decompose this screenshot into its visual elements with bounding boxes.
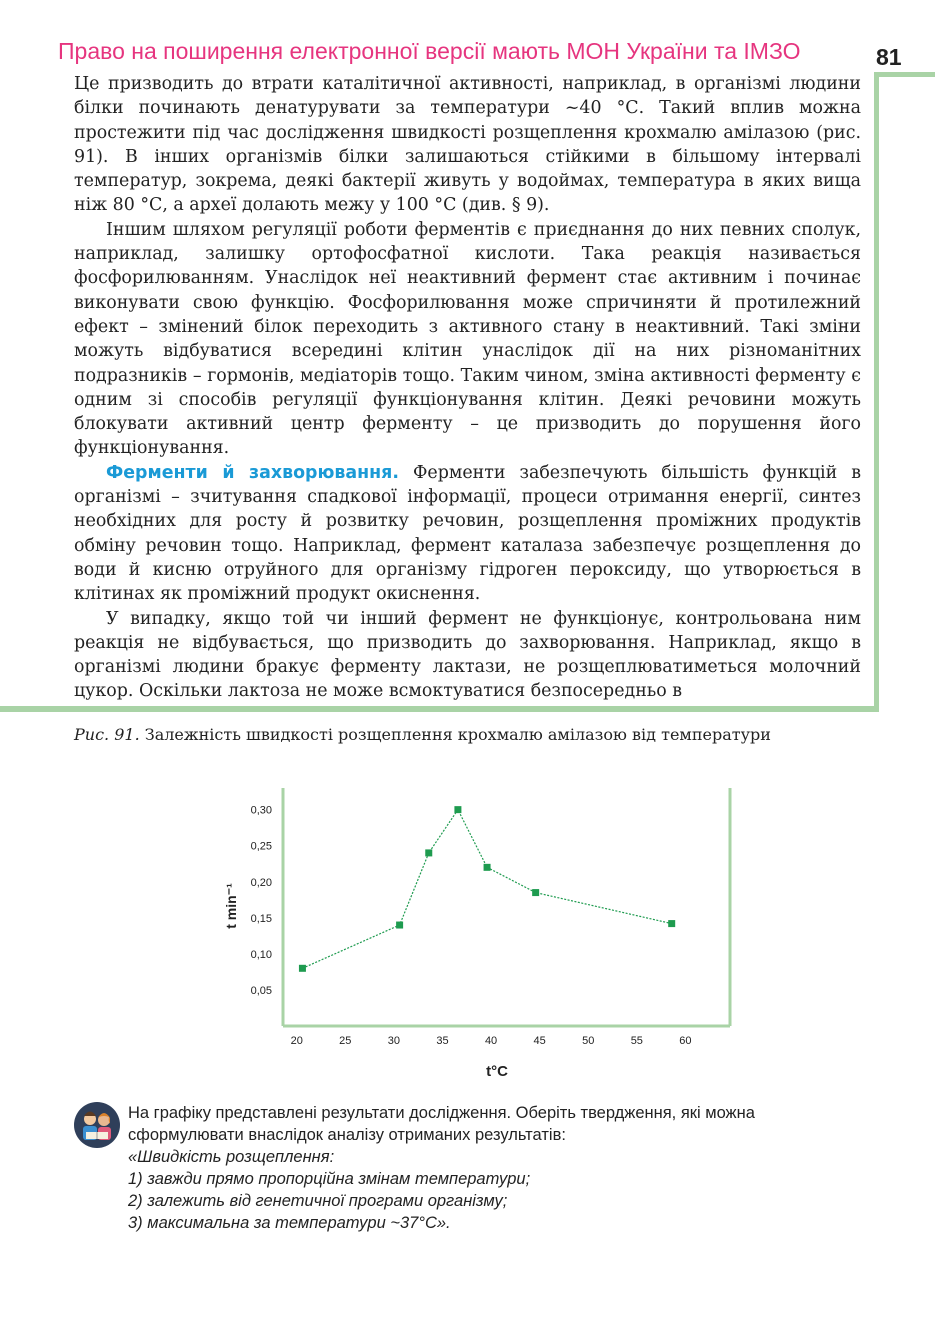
series-path — [302, 810, 671, 969]
paragraph-2: Іншим шляхом регуляції роботи ферментів є приєднання до них певних сполук, наприклад, залишку ортофосфатної кислоти. Така реакція називається фосфорилюванням. Унаслідок неї неактивний фермент стає активним і починає виконувати свою функцію. Фосфорилювання може спричиняти й протилежний ефект – змінений білок переходить з активного стану в неактивний. Такі зміни можуть відбуватися всередині клітин унаслідок дії на них різноманітних подразників – гормонів, медіаторів тощо. Таким чином, зміна активності ферменту є одним зі способів регуляції функціонування клітин. Деякі речовини можуть блокувати активний центр ферменту – це призводить до порушення його функціонування. — [74, 219, 861, 459]
x-tick-label: 45 — [533, 1035, 546, 1047]
paragraph-3-text: Ферменти забезпечують більшість функцій в організмі – зчитування спадкової інформації, процеси отримання енергії, синтез необхідних для росту й розвитку речовин, розщеплення проміжних продуктів обміну речовин тощо. Наприклад, фермент каталаза забезпечує розщеплення до води й кисню отруйного для організму гідроген пероксиду, що утворюється в клітинах як проміжний продукт окиснення. — [74, 462, 862, 605]
chart-frame — [283, 788, 730, 1026]
section-heading: Ферменти й захворювання. — [106, 462, 399, 483]
y-tick-labels — [251, 805, 272, 997]
figure-caption-text: Залежність швидкості розщеплення крохмалю амілазою від температури — [139, 725, 771, 744]
students-reading-icon — [74, 1102, 120, 1148]
task-line-6: 3) максимальна за температури ~37°С». — [128, 1214, 451, 1232]
paragraph-3 — [74, 461, 861, 607]
task-line-2: сформулювати внаслідок аналізу отриманих результатів: — [128, 1126, 566, 1144]
series-points — [299, 806, 675, 972]
task-block — [128, 1102, 868, 1234]
y-tick-label: 0,15 — [250, 912, 272, 925]
task-line-4: 1) завжди прямо пропорційна змінам температури; — [128, 1170, 531, 1188]
y-tick-label: 0,10 — [250, 948, 272, 961]
data-point — [532, 889, 539, 896]
temperature-rate-chart — [200, 780, 760, 1090]
data-point — [299, 965, 306, 972]
y-tick-label: 0,20 — [250, 876, 272, 889]
y-tick-label: 0,30 — [250, 804, 272, 817]
body-text — [74, 72, 861, 704]
figure-caption — [74, 725, 771, 744]
task-line-3: «Швидкість розщеплення: — [128, 1148, 335, 1166]
task-line-1: На графіку представлені результати дослідження. Оберіть твердження, які можна — [128, 1104, 755, 1122]
x-tick-label: 35 — [436, 1035, 449, 1047]
x-tick-labels — [291, 1035, 692, 1047]
task-line-5: 2) залежить від генетичної програми організму; — [128, 1192, 508, 1210]
paragraph-1: Це призводить до втрати каталітичної активності, наприклад, в організмі людини білки починають денатурувати за температури ~40 °С. Такий вплив можна простежити під час дослідження швидкості розщеплення крохмалю амілазою (рис. 91). В інших організмів білки залишаються стійкими в більшому інтервалі температур, зокрема, деякі бактерії живуть у водоймах, температура в яких вища ніж 80 °С, а археї долають межу у 100 °С (див. § 9). — [74, 74, 861, 216]
y-tick-label: 0,25 — [250, 840, 272, 853]
rights-banner: Право на поширення електронної версії мають МОН України та ІМЗО — [58, 38, 801, 64]
data-point — [484, 864, 491, 871]
figure-label: Рис. 91. — [74, 725, 140, 744]
x-tick-label: 50 — [582, 1035, 595, 1047]
series-line — [302, 810, 671, 969]
x-tick-label: 55 — [630, 1035, 643, 1047]
frame-bottom-border — [0, 706, 879, 712]
data-point — [425, 849, 432, 856]
frame-top-border — [876, 72, 935, 77]
x-tick-label: 30 — [387, 1035, 401, 1047]
y-tick-label: 0,05 — [250, 984, 272, 997]
data-point — [454, 806, 461, 813]
x-tick-label: 25 — [339, 1035, 352, 1047]
data-point — [396, 922, 403, 929]
x-tick-label: 20 — [290, 1035, 303, 1047]
x-tick-label: 60 — [679, 1035, 692, 1047]
paragraph-4: У випадку, якщо той чи інший фермент не функціонує, контрольована ним реакція не відбувається, що призводить до захворювання. Наприклад, якщо в організмі людини бракує ферменту лактази, не розщеплюватиметься молочний цукор. Оскільки лактоза не може всмоктуватися безпосередньо в — [74, 608, 861, 702]
data-point — [668, 920, 675, 927]
page-number: 81 — [876, 44, 902, 70]
frame-right-border — [874, 72, 879, 712]
x-tick-label: 40 — [484, 1035, 498, 1047]
y-axis-label: t min⁻¹ — [223, 883, 239, 929]
x-axis-label: t°C — [486, 1063, 508, 1080]
